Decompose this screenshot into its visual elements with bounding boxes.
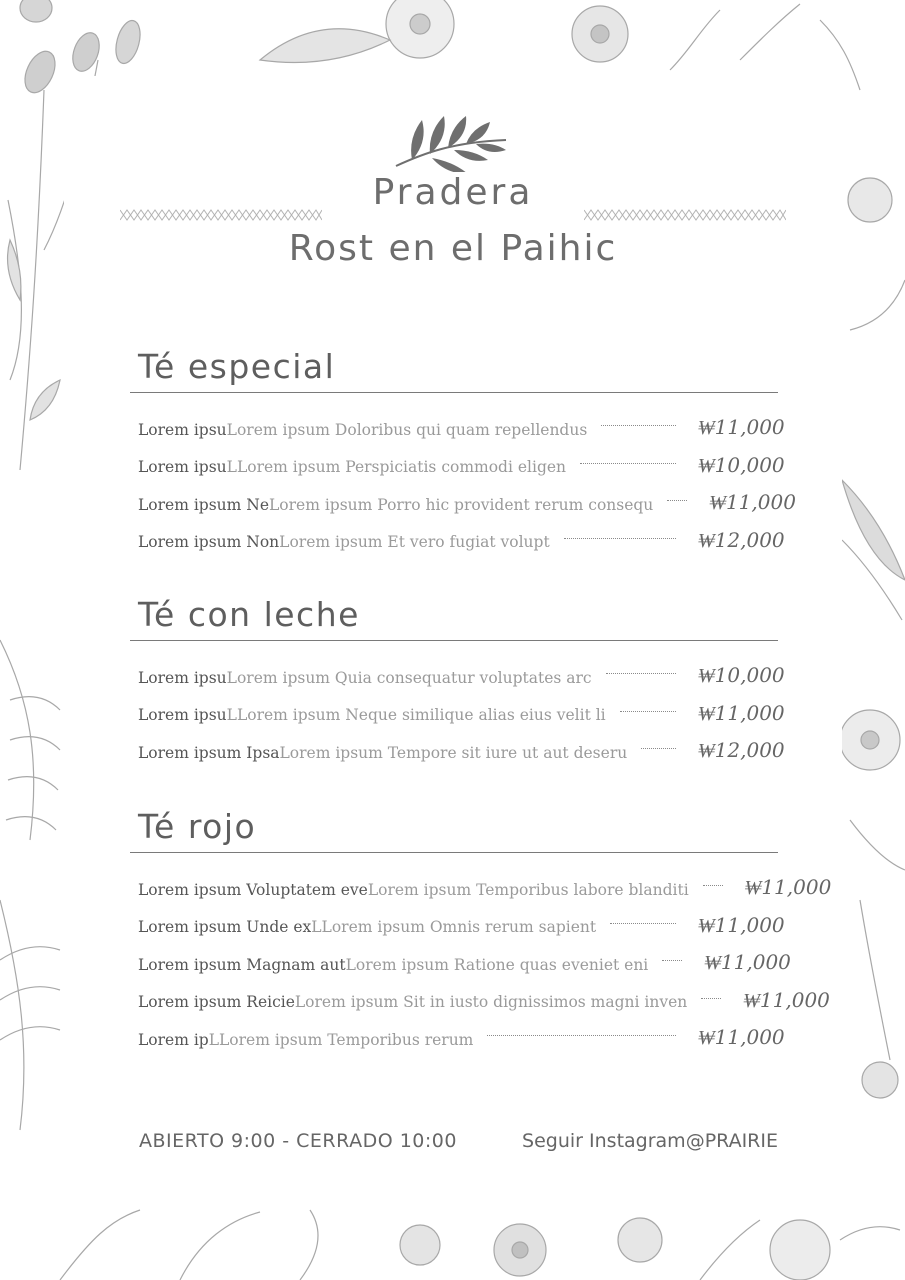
- item-name: Lorem ipsu: [138, 458, 227, 477]
- dot-leader: [701, 998, 721, 999]
- menu-item: [130, 984, 830, 1022]
- item-description: Lorem ipsum Et vero fugiat volupt: [279, 533, 550, 552]
- item-description: Lorem ipsum Temporibus labore blanditi: [367, 880, 689, 899]
- item-price: ₩12,000: [698, 527, 785, 552]
- item-name: Lorem ipsum Ne: [138, 495, 270, 514]
- item-name: Lorem ipsum Ipsa: [138, 743, 280, 762]
- item-price: ₩11,000: [698, 1025, 785, 1050]
- dot-leader: [620, 711, 676, 712]
- item-price: ₩11,000: [698, 700, 785, 725]
- item-price: ₩10,000: [698, 452, 785, 477]
- dot-leader: [667, 500, 687, 501]
- item-name: Lorem ipsu: [138, 420, 227, 439]
- section-title: Té con leche: [138, 595, 360, 634]
- section-title: Té rojo: [138, 807, 257, 846]
- menu-section-te-especial: [130, 346, 796, 561]
- item-name: Lorem ipsum Voluptatem eve: [138, 880, 368, 899]
- menu-item: [130, 871, 832, 909]
- menu-item: [130, 734, 785, 772]
- brand-name: Pradera: [372, 172, 534, 213]
- item-description: Lorem ipsum Ratione quas eveniet eni: [345, 955, 649, 974]
- item-price: ₩11,000: [698, 912, 785, 937]
- menu-item: [130, 449, 785, 487]
- menu-subtitle: Rost en el Paihic: [288, 228, 618, 269]
- item-description: LLorem ipsum Omnis rerum sapient: [311, 918, 597, 937]
- item-name: Lorem ip: [138, 1030, 209, 1049]
- menu-item: [130, 659, 785, 697]
- item-price: ₩11,000: [744, 875, 832, 900]
- menu-item: [130, 946, 791, 984]
- item-description: Lorem ipsum Doloribus qui quam repellendus: [226, 420, 588, 439]
- item-name: Lorem ipsum Magnam aut: [138, 955, 346, 974]
- item-name: Lorem ipsum Unde ex: [138, 918, 312, 937]
- item-name: Lorem ipsu: [138, 668, 227, 687]
- item-description: Lorem ipsum Porro hic provident rerum consequ: [269, 495, 654, 514]
- menu-item: [130, 1021, 785, 1059]
- item-description: Lorem ipsum Quia consequatur voluptates arc: [226, 668, 592, 687]
- item-price: ₩11,000: [743, 987, 830, 1012]
- zigzag-divider-left: [120, 208, 322, 222]
- menu-section-te-con-leche: [130, 594, 785, 772]
- item-price: ₩12,000: [698, 738, 785, 763]
- zigzag-divider-right: [584, 208, 786, 222]
- dot-leader: [601, 425, 676, 426]
- section-title: Té especial: [138, 347, 336, 386]
- item-price: ₩11,000: [704, 950, 791, 975]
- menu-item: [130, 524, 785, 562]
- item-price: ₩10,000: [698, 663, 785, 688]
- menu-item: [130, 909, 785, 947]
- item-name: Lorem ipsu: [138, 706, 227, 725]
- dot-leader: [703, 885, 723, 886]
- item-name: Lorem ipsum Non: [138, 533, 280, 552]
- menu-item: [130, 411, 785, 449]
- item-price: ₩11,000: [709, 490, 796, 515]
- item-description: Lorem ipsum Sit in iusto dignissimos magni inven: [294, 993, 688, 1012]
- item-description: LLorem ipsum Neque similique alias eius velit li: [226, 706, 606, 725]
- item-price: ₩11,000: [698, 415, 785, 440]
- dot-leader: [580, 463, 676, 464]
- dot-leader: [606, 673, 676, 674]
- section-divider: [130, 640, 778, 641]
- menu-sheet: [64, 76, 842, 1204]
- section-divider: [130, 392, 778, 393]
- dot-leader: [610, 923, 676, 924]
- dot-leader: [487, 1035, 676, 1036]
- item-name: Lorem ipsum Reicie: [138, 993, 295, 1012]
- dot-leader: [662, 960, 682, 961]
- menu-item: [130, 486, 796, 524]
- item-description: LLorem ipsum Perspiciatis commodi eligen: [226, 458, 567, 477]
- menu-item: [130, 697, 785, 735]
- item-description: LLorem ipsum Temporibus rerum: [208, 1030, 474, 1049]
- item-description: Lorem ipsum Tempore sit iure ut aut deseru: [279, 743, 628, 762]
- dot-leader: [564, 538, 676, 539]
- opening-hours: ABIERTO 9:00 - CERRADO 10:00: [139, 1130, 457, 1152]
- section-divider: [130, 852, 778, 853]
- instagram-handle: Seguir Instagram@PRAIRIE: [522, 1130, 778, 1152]
- menu-section-te-rojo: [130, 806, 832, 1059]
- dot-leader: [641, 748, 676, 749]
- leaf-branch-icon: [392, 114, 512, 172]
